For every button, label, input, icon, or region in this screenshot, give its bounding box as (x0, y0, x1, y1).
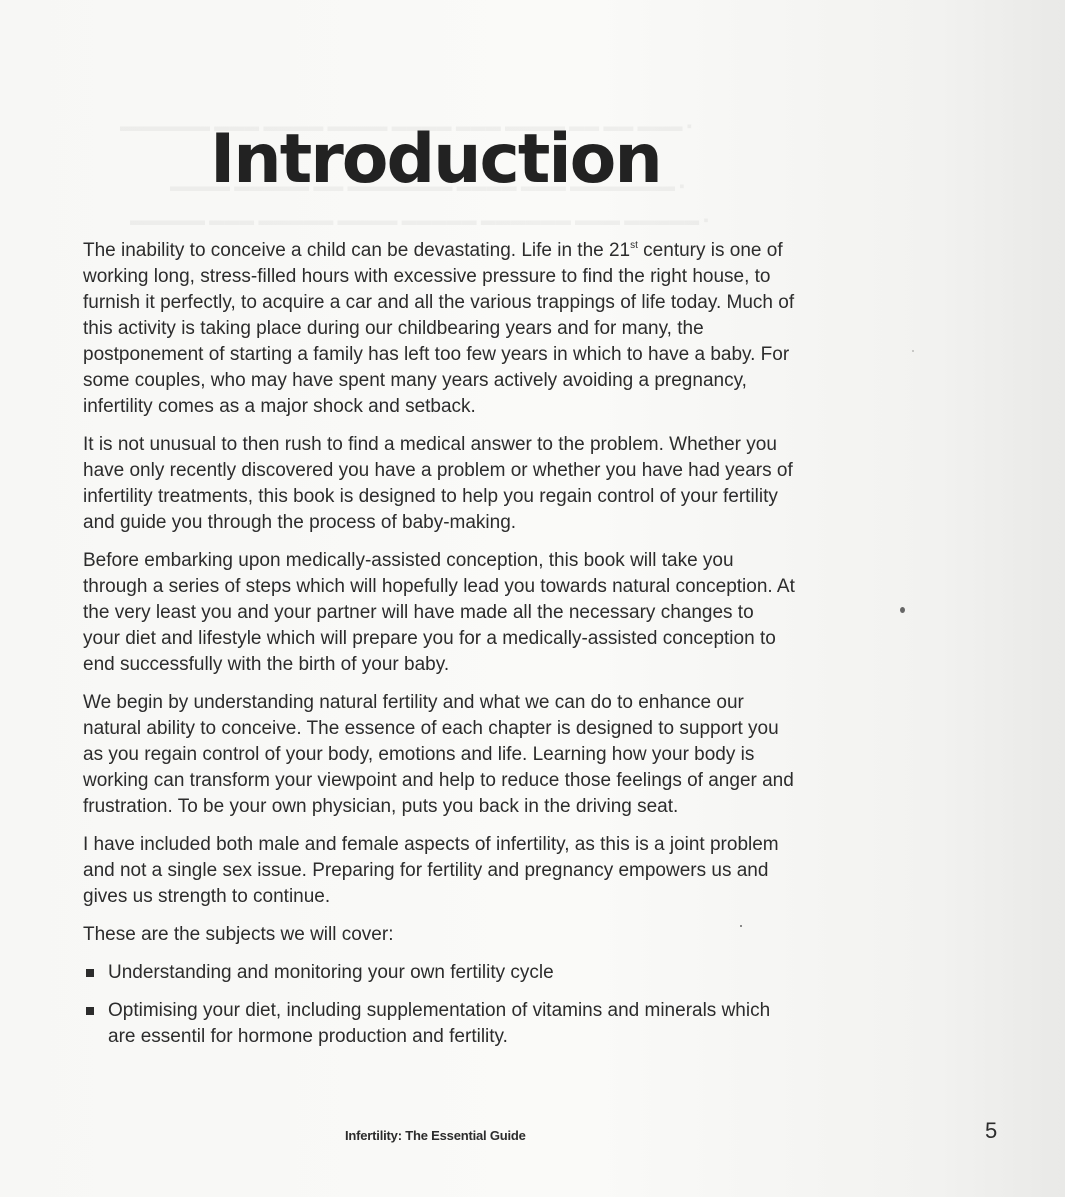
list-item (83, 960, 795, 986)
square-bullet-icon (86, 969, 94, 977)
square-bullet-icon (86, 1007, 94, 1015)
paragraph: These are the subjects we will cover: (83, 924, 394, 945)
paragraph: We begin by understanding natural fertility and what we can do to enhance our natural ability to conceive. The essence of each chapter is designed to support you as you regain control of your body, emotions and life. Learning how your body is working can transform your viewpoint and help to reduce those feelings of anger and frustration. To be your own physician, puts you back in the driving seat. (83, 692, 794, 817)
paper-speck (900, 607, 905, 613)
paper-speck (912, 350, 914, 352)
list-item-text: Understanding and monitoring your own fertility cycle (108, 962, 554, 983)
list-item-text: Optimising your diet, including supplementation of vitamins and minerals which are essentil for hormone production and fertility. (108, 1000, 771, 1047)
page-number: 5 (985, 1118, 998, 1143)
chapter-title: Introduction (210, 120, 661, 199)
list-item (83, 998, 795, 1050)
running-footer-title: Infertility: The Essential Guide (345, 1128, 526, 1143)
show-through-decoration (130, 212, 709, 229)
paragraph: I have included both male and female aspects of infertility, as this is a joint problem and not a single sex issue. Preparing for fertility and pregnancy empowers us and gives us strength to continue. (83, 834, 779, 907)
body-text (83, 238, 795, 1062)
topic-list (83, 960, 795, 1050)
paragraph: It is not unusual to then rush to find a medical answer to the problem. Whether you have only recently discovered you have a problem or whether you have had years of infertility treatments, this book is designed to help you regain control of your fertility and guide you through the process of baby-making. (83, 434, 793, 533)
paragraph: Before embarking upon medically-assisted conception, this book will take you through a series of steps which will hopefully lead you towards natural conception. At the very least you and your partner will have made all the necessary changes to your diet and lifestyle which will prepare you for a medically-assisted conception to end successfully with the birth of your baby. (83, 550, 795, 675)
paragraph: The inability to conceive a child can be devastating. Life in the 21st century is one of working long, stress-filled hours with excessive pressure to find the right house, to furnish it perfectly, to acquire a car and all the various trappings of life today. Much of this activity is taking place during our childbearing years and for many, the postponement of starting a family has left too few years in which to have a baby. For some couples, who may have spent many years actively avoiding a pregnancy, infertility comes as a major shock and setback. (83, 240, 795, 417)
